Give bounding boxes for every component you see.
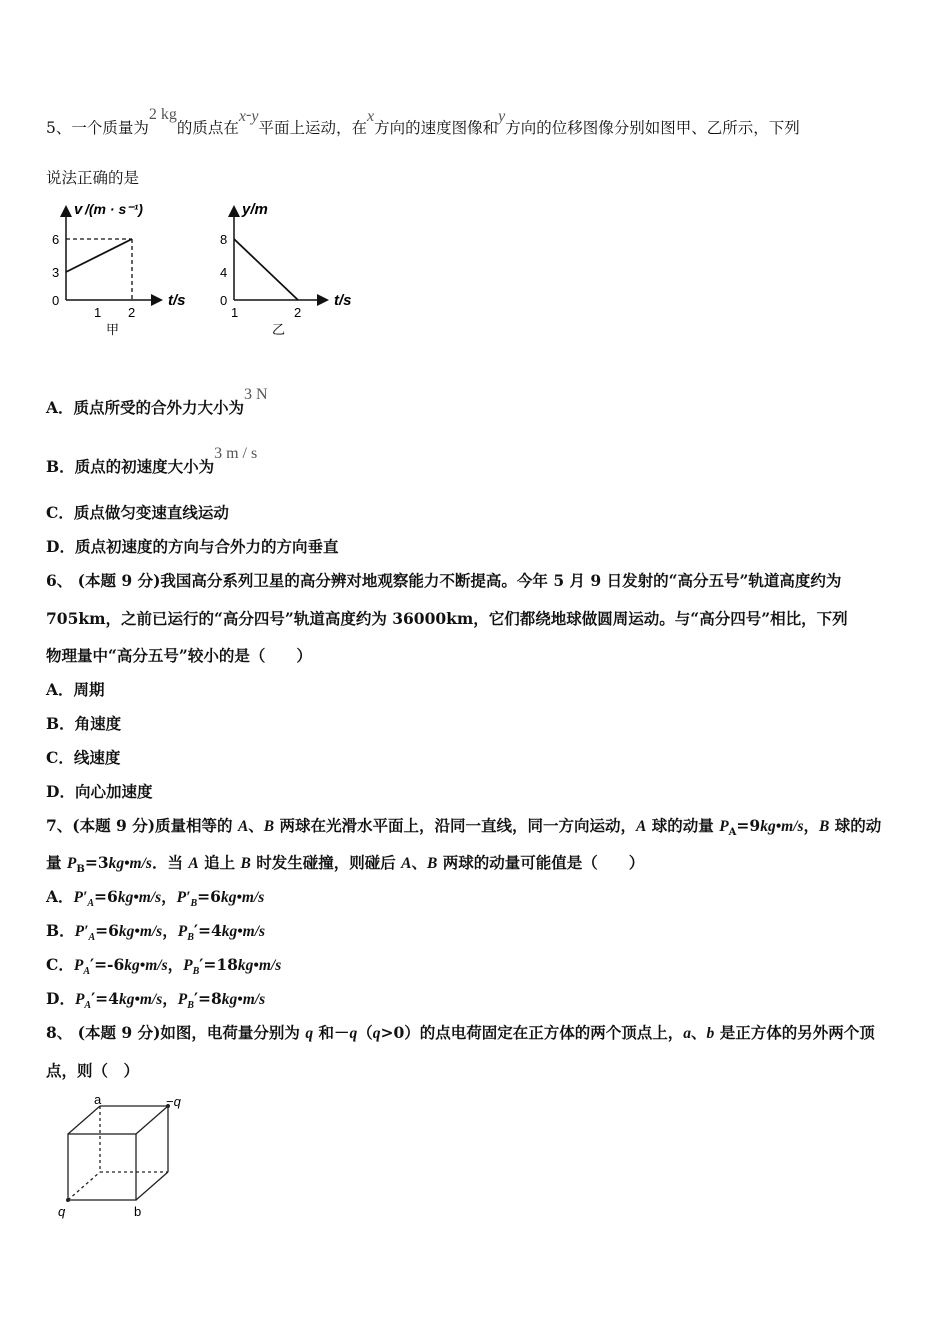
q7-opt-b-vb: ′=4 <box>193 921 222 940</box>
q7-opt-d-vb: ′=8 <box>193 989 222 1008</box>
q7-sep2: 、 <box>411 853 427 872</box>
q6-line3: 物理量中“高分五号”较小的是（ ） <box>46 646 312 665</box>
q5-option-c: C．质点做匀变速直线运动 <box>46 503 229 522</box>
jia-tick-3: 3 <box>52 265 60 280</box>
q7-opt-b-unit1: kg•m/s <box>118 923 163 940</box>
yi-line <box>234 239 298 300</box>
q8-line1 <box>46 1021 875 1043</box>
q7-line2 <box>46 851 644 875</box>
q5-option-a-value: 3 N <box>244 386 268 403</box>
yi-tick-x1: 1 <box>231 305 239 320</box>
q8-l1-a: 8、 (本题 9 分)如图，电荷量分别为 <box>46 1023 306 1042</box>
q7-opt-a-comma: ， <box>161 887 177 906</box>
q7-unit: kg•m/s <box>760 818 804 835</box>
q7-option-d <box>46 987 265 1011</box>
q7-ball-b3: B <box>240 855 251 872</box>
q7-l1-d: =9 <box>736 816 761 835</box>
q7-p: P <box>719 818 729 835</box>
q7-option-c <box>46 953 281 977</box>
q5-prefix: 5、一个质量为 <box>46 119 149 137</box>
q7-option-a <box>46 885 264 909</box>
q7-opt-c-va: ′=-6 <box>89 955 125 974</box>
jia-ylabel-unit: /(m · s⁻¹) <box>85 201 143 217</box>
q7-opt-c-suba: A <box>83 966 90 978</box>
q7-opt-d-suba: A <box>84 1000 92 1012</box>
q7-p2: P <box>66 855 77 872</box>
q7-opt-d-subb: B <box>187 1000 194 1012</box>
q7-l2-d: 追上 <box>198 853 241 872</box>
q7-l1-b: 两球在光滑水平面上，沿同一直线，同一方向运动， <box>274 816 637 835</box>
graph-yi <box>214 196 374 346</box>
cube-label-b: b <box>134 1204 142 1219</box>
q8-q2: q <box>349 1025 358 1042</box>
jia-ylabel-v: v <box>74 201 83 218</box>
q7-ball-b: B <box>263 818 275 835</box>
q7-ball-a4: A <box>401 855 412 872</box>
cube-edge-tl <box>68 1106 100 1134</box>
q5-text3: 方向的速度图像和 <box>374 119 499 137</box>
q7-opt-c-pb: P <box>183 957 193 974</box>
jia-line <box>66 239 132 272</box>
jia-tick-0: 0 <box>52 293 60 308</box>
q7-opt-c-subb: B <box>192 966 200 978</box>
q7-opt-d-unit2: kg•m/s <box>221 991 266 1008</box>
graph-jia <box>48 196 208 346</box>
q7-opt-b-pa: P′ <box>74 923 89 940</box>
q8-q1: q <box>305 1025 314 1042</box>
q7-opt-d-pa: P <box>74 991 85 1008</box>
q7-option-b <box>46 919 265 943</box>
q5-text4: 方向的位移图像分别如图甲、乙所示，下列 <box>505 119 800 137</box>
q7-opt-c-comma: ， <box>167 955 184 974</box>
q5-option-a <box>46 386 268 418</box>
q7-l1-e: ， <box>803 816 820 835</box>
q5-option-b-value: 3 m / s <box>214 445 258 462</box>
q5-mass: 2 kg <box>148 106 177 123</box>
q5-option-d: D．质点初速度的方向与合外力的方向垂直 <box>46 537 339 556</box>
q7-l1-f: 球的动 <box>829 816 882 835</box>
q7-opt-d-unit1: kg•m/s <box>118 991 163 1008</box>
q7-opt-c-unit2: kg•m/s <box>237 957 282 974</box>
q7-opt-b-suba: A <box>88 932 96 944</box>
q6-option-d: D．向心加速度 <box>46 782 153 801</box>
q7-opt-a-pa: P′ <box>73 889 88 906</box>
yi-caption: 乙 <box>272 322 286 337</box>
q7-l2-e: 时发生碰撞，则碰后 <box>250 853 402 872</box>
q5-plane-y: y <box>251 108 259 125</box>
q8-l1-c: （ <box>357 1023 373 1042</box>
yi-ylabel: y/m <box>242 201 268 218</box>
q5-plane-x: x <box>238 108 246 125</box>
q7-sub-a: A <box>728 827 737 839</box>
jia-tick-x2: 2 <box>128 305 136 320</box>
q6-line1: 6、 (本题 9 分)我国高分系列卫星的高分辨对地观察能力不断提高。今年 5 月 9 日发射的“高分五号”轨道高度约为 <box>46 571 842 590</box>
q7-opt-d-pb: P <box>177 991 188 1008</box>
q7-ball-a: A <box>237 818 249 835</box>
q7-l2-b: =3 <box>84 853 109 872</box>
yi-tick-x2: 2 <box>294 305 302 320</box>
q7-ball-a3: A <box>188 855 199 872</box>
q7-opt-b-va: =6 <box>95 921 119 940</box>
q7-opt-b-subb: B <box>187 932 194 944</box>
q7-opt-a-label: A． <box>46 887 74 906</box>
q7-opt-a-suba: A <box>87 898 95 910</box>
cube-edge-br <box>136 1172 168 1200</box>
cube-label-a: a <box>94 1092 102 1107</box>
q7-l2-c: ．当 <box>151 853 189 872</box>
q7-l2-a: 量 <box>46 853 67 872</box>
q7-opt-b-comma: ， <box>162 921 178 940</box>
q7-unit2: kg•m/s <box>108 855 152 872</box>
q8-b: b <box>706 1025 715 1042</box>
q7-l2-f: 两球的动量可能值是（ ） <box>437 853 645 872</box>
q6-option-a: A．周期 <box>46 680 105 699</box>
jia-tick-6: 6 <box>52 232 60 247</box>
q8-l1-f: 是正方体的另外两个顶 <box>714 1023 875 1042</box>
q7-l1-a: 7、(本题 9 分)质量相等的 <box>46 816 238 835</box>
q6-option-c: C．线速度 <box>46 748 121 767</box>
q7-opt-d-comma: ， <box>162 989 178 1008</box>
q7-line1 <box>46 814 881 838</box>
cube-label-q: q <box>58 1204 66 1219</box>
q7-opt-a-va: =6 <box>94 887 118 906</box>
q7-ball-b2: B <box>819 818 830 835</box>
q7-opt-c-vb: ′=18 <box>199 955 238 974</box>
q7-sep: 、 <box>248 816 264 835</box>
cube-figure <box>50 1092 200 1222</box>
q7-ball-b4: B <box>426 855 438 872</box>
q5-text1: 的质点在 <box>176 119 239 137</box>
q6-option-b: B．角速度 <box>46 714 122 733</box>
q5-dir-x: x <box>366 108 375 125</box>
yi-tick-0: 0 <box>220 293 228 308</box>
q5-option-b <box>46 445 258 477</box>
q7-opt-d-label: D． <box>46 989 75 1008</box>
jia-caption: 甲 <box>106 322 120 337</box>
q5-plane-dash: - <box>246 106 252 123</box>
q7-opt-a-vb: =6 <box>197 887 221 906</box>
q7-opt-b-unit2: kg•m/s <box>221 923 266 940</box>
q7-l1-c: 球的动量 <box>646 816 720 835</box>
q8-l1-e: 、 <box>691 1023 707 1042</box>
q7-opt-a-unit2: kg•m/s <box>220 889 265 906</box>
q5-dir-y: y <box>498 108 506 125</box>
jia-xlabel: t/s <box>168 292 186 309</box>
charge-q-dot <box>66 1198 70 1202</box>
yi-xlabel: t/s <box>334 292 352 309</box>
q5-option-b-text: B．质点的初速度大小为 <box>46 457 215 476</box>
q6-line2: 705km，之前已运行的“高分四号”轨道高度约为 36000km，它们都绕地球做圆周运动。与“高分四号”相比，下列 <box>46 609 848 628</box>
cube-label-negq: −q <box>166 1094 181 1109</box>
q7-opt-b-pb: P <box>177 923 188 940</box>
q5-line1 <box>46 106 800 138</box>
cube-front-face <box>68 1134 136 1200</box>
q7-opt-c-pa: P <box>73 957 84 974</box>
q7-opt-a-pb: P′ <box>176 889 191 906</box>
q7-opt-a-subb: B <box>190 898 198 910</box>
cube-hidden-diagonal <box>68 1172 100 1200</box>
q5-line2: 说法正确的是 <box>46 169 140 187</box>
q8-q3: q <box>372 1025 381 1042</box>
q7-opt-b-label: B． <box>46 921 75 940</box>
q7-opt-a-unit1: kg•m/s <box>117 889 162 906</box>
jia-tick-x1: 1 <box>94 305 102 320</box>
q7-opt-c-unit1: kg•m/s <box>124 957 168 974</box>
q8-a: a <box>683 1025 692 1042</box>
cube-edge-tr <box>136 1106 168 1134</box>
q7-opt-d-va: ′=4 <box>91 989 119 1008</box>
q7-sub-b: B <box>76 864 85 876</box>
q5-option-a-text: A．质点所受的合外力大小为 <box>46 398 245 417</box>
q7-ball-a2: A <box>636 818 647 835</box>
q5-text2: 平面上运动，在 <box>258 119 367 137</box>
yi-tick-8: 8 <box>220 232 228 247</box>
q8-l1-d: >0）的点电荷固定在正方体的两个顶点上， <box>380 1023 684 1042</box>
q8-l1-b: 和－ <box>313 1023 350 1042</box>
q8-line2: 点，则（ ） <box>46 1061 140 1080</box>
yi-tick-4: 4 <box>220 265 228 280</box>
q7-opt-c-label: C． <box>46 955 74 974</box>
